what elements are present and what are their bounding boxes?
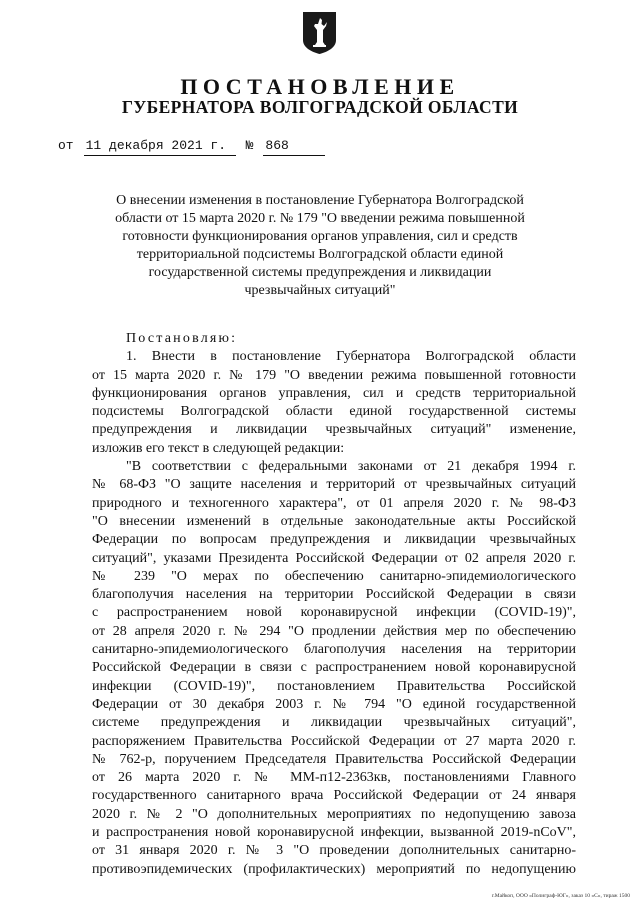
body-line: Федерации по вопросам предупреждения и ликвидации чрезвычайных [92, 532, 576, 548]
body-line: предупреждения и ликвидации чрезвычайных ситуаций" изменение, [92, 422, 576, 438]
body-line: системе предупреждения и ликвидации чрезвычайных ситуаций", [92, 715, 576, 731]
subject-line: территориальной подсистемы Волгоградской области единой [136, 247, 504, 262]
body-line: Федерации от 30 декабря 2003 г. № 794 "О единой государственной [92, 696, 576, 712]
volgograd-emblem-icon [303, 12, 336, 54]
body-line: подсистемы Волгоградской области единой государственной системы [92, 404, 576, 420]
date-prefix: от [58, 138, 74, 153]
document-title: ПОСТАНОВЛЕНИЕ [180, 74, 460, 99]
body-line: от 28 апреля 2020 г. № 294 "О продлении действия мер по обеспечению [92, 623, 576, 639]
body-line: Российской Федерации в связи с распространением новой коронавирусной [92, 660, 576, 676]
body-line: ситуаций", указами Президента Российской Федерации от 02 апреля 2020 г. [92, 550, 576, 566]
body-line: функционирования органов управления, сил и средств территориальной [92, 385, 576, 401]
number-sign: № [245, 138, 254, 153]
body-line: и распространения новой коронавирусной инфекции, вызванной 2019-nCoV", [92, 825, 576, 841]
subject-line: чрезвычайных ситуаций" [244, 283, 396, 298]
body-line: № 68-ФЗ "О защите населения и территорий от чрезвычайных ситуаций [92, 477, 576, 493]
body-line: противоэпидемических (профилактических) мероприятий по недопущению [92, 861, 576, 877]
document-subject [88, 192, 552, 300]
body-line: от 26 марта 2020 г. № ММ-п12-2363кв, постановлениями Главного [92, 770, 576, 786]
body-line: № 239 "О мерах по обеспечению санитарно-эпидемиологического [92, 568, 576, 584]
body-line: благополучия населения на территории Российской Федерации в связи [92, 587, 576, 603]
subject-line: государственной системы предупреждения и ликвидации [148, 265, 492, 280]
body-line: с распространением новой коронавирусной инфекции (COVID-19)", [92, 605, 576, 621]
body-line: № 762-р, поручением Председателя Правительства Российской Федерации [92, 751, 576, 767]
body-line: 1. Внести в постановление Губернатора Волгоградской области [126, 349, 576, 365]
subject-line: области от 15 марта 2020 г. № 179 "О введении режима повышенной [115, 211, 525, 226]
body-line: инфекции (COVID-19)", постановлением Правительства Российской [92, 678, 576, 694]
subject-line: готовности функционирования органов управления, сил и средств [122, 229, 518, 244]
document-body [92, 330, 576, 879]
body-line: 2020 г. № 2 "О дополнительных мероприятиях по недопущению завоза [92, 806, 576, 822]
document-date: 11 декабря 2021 г. [84, 137, 236, 156]
document-number: 868 [263, 137, 325, 156]
body-line: "О внесении изменений в отдельные законодательные акты Российской [92, 513, 576, 529]
body-line: санитарно-эпидемиологического благополучия населения на территории [92, 642, 576, 658]
decree-word: Постановляю: [126, 331, 238, 346]
body-line: природного и техногенного характера", от 01 апреля 2020 г. № 98-ФЗ [92, 495, 576, 511]
body-line: государственного санитарного врача Российской Федерации от 24 января [92, 788, 576, 804]
body-line: от 31 января 2020 г. № 3 "О проведении дополнительных санитарно- [92, 843, 576, 859]
document-subtitle: ГУБЕРНАТОРА ВОЛГОГРАДСКОЙ ОБЛАСТИ [121, 97, 519, 117]
body-line: "В соответствии с федеральными законами от 21 декабря 1994 г. [126, 459, 576, 475]
subject-line: О внесении изменения в постановление Губернатора Волгоградской [116, 193, 524, 208]
print-footer: г.Майкоп, ООО «Полиграф-ЮГ», заказ 10 «С», тираж 1500 [491, 893, 630, 899]
body-line: от 15 марта 2020 г. № 179 "О введении режима повышенной готовности [92, 367, 576, 383]
body-line: изложив его текст в следующей редакции: [92, 440, 345, 456]
date-number-line [58, 137, 325, 156]
body-line: распоряжением Правительства Российской Федерации от 27 марта 2020 г. [92, 733, 576, 749]
